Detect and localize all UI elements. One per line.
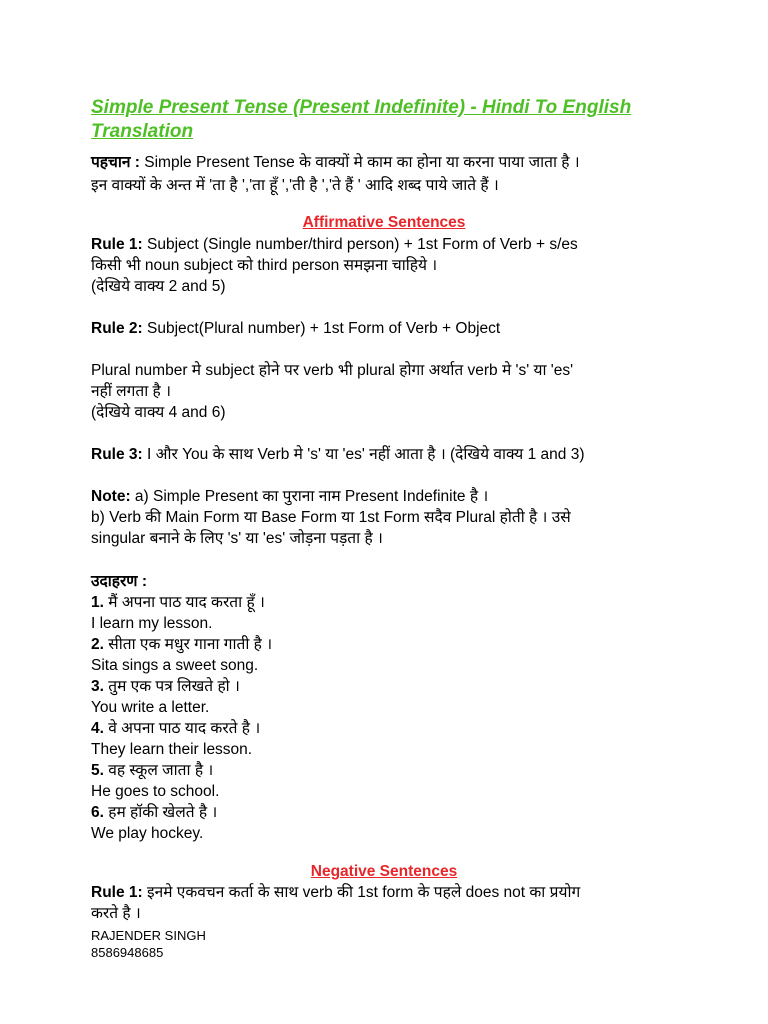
example-english: We play hockey. (91, 825, 204, 842)
examples-heading: उदाहरण : (91, 573, 147, 590)
rule3-label: Rule 3: (91, 446, 143, 463)
note-line-2: b) Verb की Main Form या Base Form या 1st Form सदैव Plural होती है । उसे (91, 509, 571, 526)
example-english: They learn their lesson. (91, 741, 253, 758)
negative-heading: Negative Sentences (310, 863, 458, 880)
example-hindi: 1. मैं अपना पाठ याद करता हूँ । (91, 594, 265, 611)
neg-rule1-text: इनमे एकवचन कर्ता के साथ verb की 1st form के पहले does not का प्रयोग (142, 884, 581, 901)
rule2-note-2: नहीं लगता है । (91, 383, 171, 400)
example-hindi: 4. वे अपना पाठ याद करते है । (91, 720, 261, 737)
rule2-line (91, 318, 500, 339)
page-title: Simple Present Tense (Present Indefinite) - Hindi To English Translation (91, 97, 632, 142)
identification-text: Simple Present Tense के वाक्यों मे काम का होना या करना पाया जाता है । (139, 154, 580, 171)
rule1-line (91, 234, 578, 255)
rule1-ref: (देखिये वाक्य 2 and 5) (91, 278, 226, 295)
identification-label: पहचान : (91, 154, 140, 171)
example-english: I learn my lesson. (91, 615, 213, 632)
note-line-3: singular बनाने के लिए 's' या 'es' जोड़ना पड़ता है । (91, 530, 383, 547)
rule3-text: I और You के साथ Verb मे 's' या 'es' नहीं आता है । (देखिये वाक्य 1 and 3) (142, 446, 585, 463)
neg-rule1-line (91, 882, 580, 903)
footer-author: RAJENDER SINGH (91, 928, 206, 943)
rule2-ref: (देखिये वाक्य 4 and 6) (91, 404, 226, 421)
rule1-text: Subject (Single number/third person) + 1st Form of Verb + s/es (142, 236, 578, 253)
example-hindi: 5. वह स्कूल जाता है । (91, 762, 214, 779)
example-english: You write a letter. (91, 699, 210, 716)
affirmative-heading: Affirmative Sentences (302, 214, 466, 231)
rule2-note-1: Plural number मे subject होने पर verb भी plural होगा अर्थात verb मे 's' या 'es' (91, 362, 574, 379)
note-line-1 (91, 486, 488, 507)
example-hindi: 6. हम हॉकी खेलते है । (91, 804, 218, 821)
example-english: Sita sings a sweet song. (91, 657, 259, 674)
note-label: Note: (91, 488, 131, 505)
rule2-text: Subject(Plural number) + 1st Form of Verb + Object (142, 320, 501, 337)
rule1-note: किसी भी noun subject को third person समझना चाहिये । (91, 257, 438, 274)
example-english: He goes to school. (91, 783, 220, 800)
note-text: a) Simple Present का पुराना नाम Present Indefinite है । (130, 488, 489, 505)
neg-rule1-line-2: करते है । (91, 905, 141, 922)
neg-rule1-label: Rule 1: (91, 884, 143, 901)
identification-line-2: इन वाक्यों के अन्त में 'ता है ','ता हूँ ','ती है ','ते हैं ' आदि शब्द पाये जाते हैं । (91, 177, 499, 194)
footer-phone: 8586948685 (91, 945, 164, 960)
rule2-label: Rule 2: (91, 320, 143, 337)
example-hindi: 2. सीता एक मधुर गाना गाती है । (91, 636, 273, 653)
rule1-label: Rule 1: (91, 236, 143, 253)
identification-line-1 (91, 152, 580, 173)
rule3-line (91, 444, 584, 465)
example-hindi: 3. तुम एक पत्र लिखते हो । (91, 678, 240, 695)
